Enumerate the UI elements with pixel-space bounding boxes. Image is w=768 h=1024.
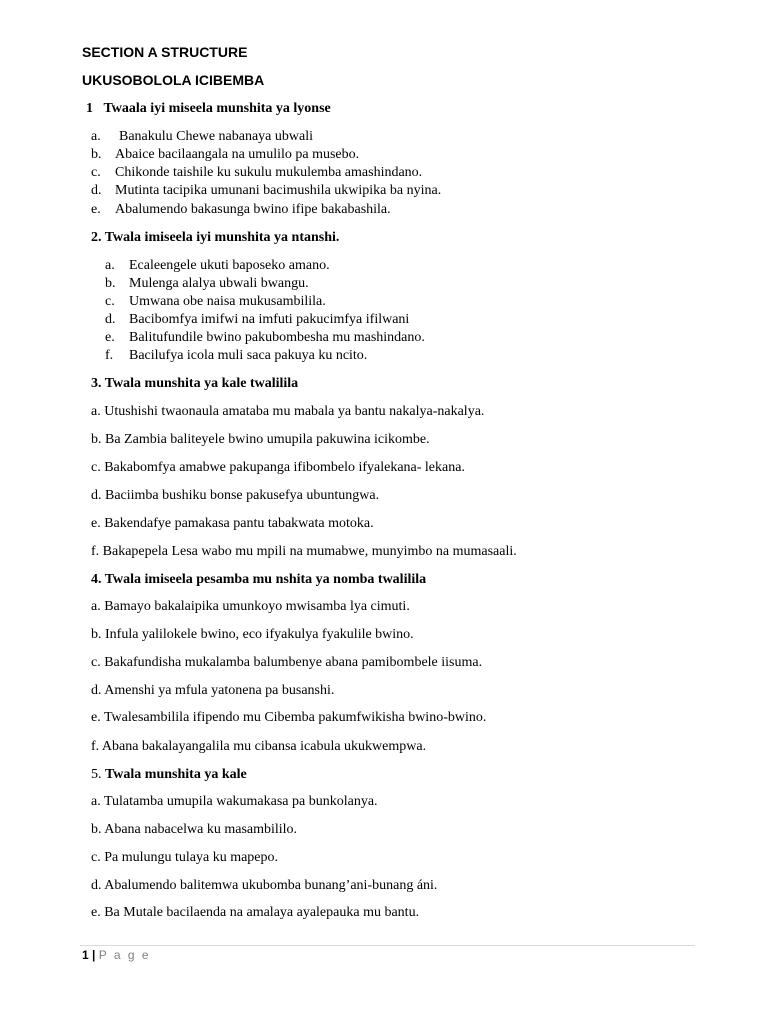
item-text: Abalumendo bakasunga bwino ifipe bakabashila. <box>115 202 391 217</box>
list-item: d. Amenshi ya mfula yatonena pa busanshi. <box>91 683 335 698</box>
list-item: c. Bakafundisha mukalamba balumbenye abana pamibombele iisuma. <box>91 655 483 670</box>
subject-title: UKUSOBOLOLA ICIBEMBA <box>82 72 265 88</box>
item-marker: d. <box>91 183 102 198</box>
item-marker: b. <box>91 147 102 162</box>
page-label: P a g e <box>98 948 151 962</box>
list-item: b. Abana nabacelwa ku masambililo. <box>91 822 298 837</box>
footer-divider <box>80 945 695 946</box>
list-item: d. Baciimba bushiku bonse pakusefya ubuntungwa. <box>91 488 380 503</box>
list-item: b. Ba Zambia baliteyele bwino umupila pakuwina icikombe. <box>91 432 430 447</box>
item-text: Ecaleengele ukuti baposeko amano. <box>129 258 330 273</box>
item-text: Banakulu Chewe nabanaya ubwali <box>119 129 313 144</box>
item-text: Chikonde taishile ku sukulu mukulemba amashindano. <box>115 165 423 180</box>
item-text: Bacibomfya imifwi na imfuti pakucimfya ifilwani <box>129 312 410 327</box>
list-item: c. Pa mulungu tulaya ku mapepo. <box>91 850 279 865</box>
q5-number: 5. <box>91 767 102 782</box>
list-item: b. Infula yalilokele bwino, eco ifyakulya fyakulile bwino. <box>91 627 414 642</box>
page-number: 1 <box>82 948 89 962</box>
q4-heading: 4. Twala imiseela pesamba mu nshita ya nomba twalilila <box>91 572 427 587</box>
list-item: c. Bakabomfya amabwe pakupanga ifibombelo ifyalekana- lekana. <box>91 460 465 475</box>
list-item: e. Ba Mutale bacilaenda na amalaya ayalepauka mu bantu. <box>91 905 420 920</box>
item-text: Umwana obe naisa mukusambilila. <box>129 294 326 309</box>
section-title: SECTION A STRUCTURE <box>82 44 248 60</box>
item-marker: e. <box>91 202 101 217</box>
q3-heading: 3. Twala munshita ya kale twalilila <box>91 376 299 391</box>
item-marker: e. <box>105 330 115 345</box>
list-item: e. Bakendafye pamakasa pantu tabakwata motoka. <box>91 516 374 531</box>
item-marker: f. <box>105 348 114 363</box>
list-item: a. Utushishi twaonaula amataba mu mabala ya bantu nakalya-nakalya. <box>91 404 485 419</box>
item-marker: d. <box>105 312 116 327</box>
q1-heading <box>86 101 331 117</box>
item-text: Mulenga alalya ubwali bwangu. <box>129 276 309 291</box>
list-item: d. Abalumendo balitemwa ukubomba bunang’ani-bunang áni. <box>91 878 438 893</box>
item-text: Balitufundile bwino pakubombesha mu mashindano. <box>129 330 425 345</box>
item-marker: a. <box>91 129 101 144</box>
list-item: f. Bakapepela Lesa wabo mu mpili na mumabwe, munyimbo na mumasaali. <box>91 544 517 559</box>
item-marker: c. <box>105 294 115 309</box>
page-footer <box>82 948 151 962</box>
list-item: f. Abana bakalayangalila mu cibansa icabula ukukwempwa. <box>91 739 427 754</box>
q2-number: 2. <box>91 230 102 245</box>
q1-title: Twaala iyi miseela munshita ya lyonse <box>103 101 331 116</box>
item-marker: b. <box>105 276 116 291</box>
item-marker: c. <box>91 165 101 180</box>
q2-heading <box>91 230 339 246</box>
footer-separator: | <box>92 948 96 962</box>
q5-heading <box>91 767 247 783</box>
item-marker: a. <box>105 258 115 273</box>
list-item: a. Bamayo bakalaipika umunkoyo mwisamba lya cimuti. <box>91 599 410 614</box>
q5-title: Twala munshita ya kale <box>105 767 247 782</box>
item-text: Abaice bacilaangala na umulilo pa musebo. <box>115 147 360 162</box>
q1-number: 1 <box>86 101 93 116</box>
list-item: e. Twalesambilila ifipendo mu Cibemba pakumfwikisha bwino-bwino. <box>91 710 487 725</box>
q2-title: Twala imiseela iyi munshita ya ntanshi. <box>104 230 340 245</box>
list-item: a. Tulatamba umupila wakumakasa pa bunkolanya. <box>91 794 378 809</box>
item-text: Bacilufya icola muli saca pakuya ku ncito. <box>129 348 368 363</box>
item-text: Mutinta tacipika umunani bacimushila ukwipika ba nyina. <box>115 183 442 198</box>
